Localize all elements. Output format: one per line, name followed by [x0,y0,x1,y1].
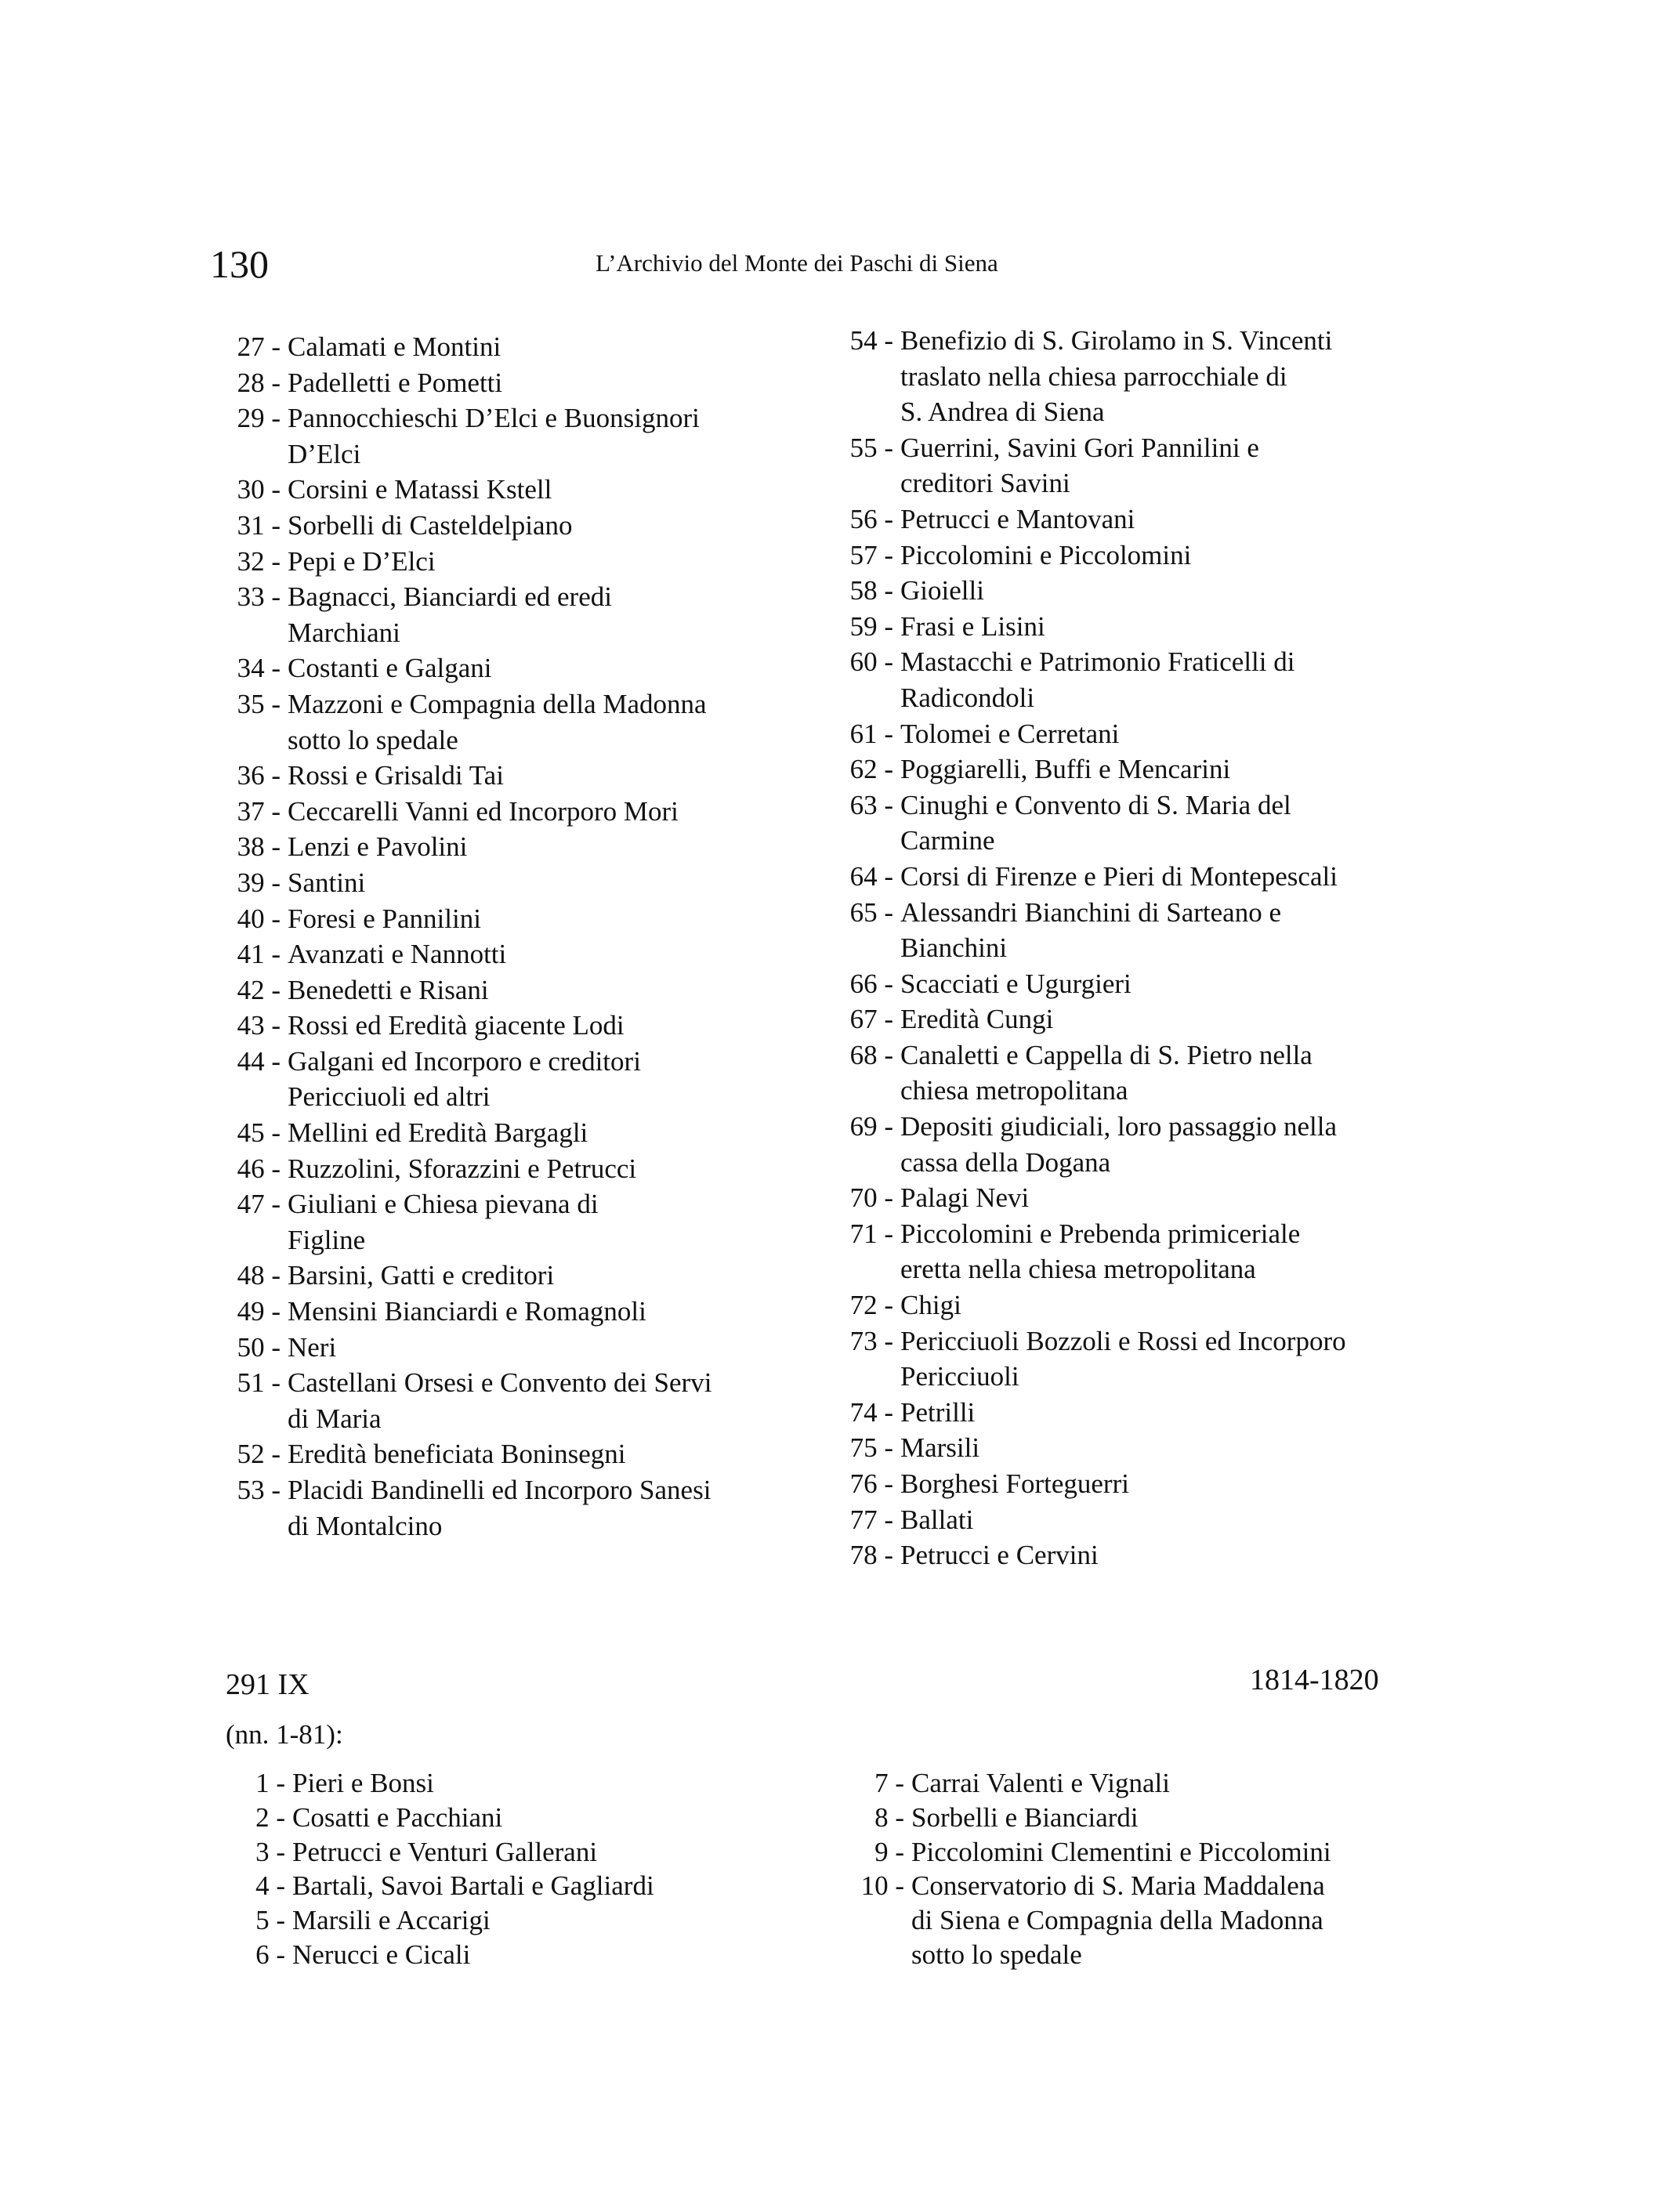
item-number: 48 - [237,1260,281,1291]
item-text [281,1008,625,1044]
item-text-line: Canaletti e Cappella di S. Pietro nella [900,1039,1312,1070]
item-text-line: di Montalcino [288,1510,443,1541]
list-item [815,1502,1346,1538]
item-text [281,1044,641,1115]
item-text-line: D’Elci [288,438,361,469]
section-id: 291 IX [226,1668,310,1701]
item-text-line: Marchiani [288,617,400,648]
item-text-line: Frasi e Lisini [900,610,1045,642]
list-item [815,895,1346,966]
list-item [196,1869,654,1903]
item-number: 29 - [237,403,281,434]
section-range: (nn. 1-81): [226,1719,343,1750]
item-number: 52 - [237,1439,281,1470]
item-text [281,758,504,794]
item-text [281,865,365,901]
item-text-line: Bianchini [900,932,1008,964]
item-text-line: Rossi ed Eredità giacente Lodi [288,1010,625,1041]
list-item [815,1323,1346,1395]
item-text [281,650,492,686]
list-item [196,972,711,1008]
list-item [815,1109,1346,1180]
list-item [196,544,711,580]
list-item [815,644,1346,715]
item-number: 49 - [237,1296,281,1327]
list-item [815,1180,1346,1216]
item-text-line: Ceccarelli Vanni ed Incorporo Mori [288,795,679,827]
list-item [196,794,711,830]
item-text [281,1258,554,1294]
list-item [815,1537,1346,1573]
list-item [196,1436,711,1472]
item-number: 6 - [255,1939,285,1970]
item-number: 70 - [849,1182,893,1214]
list-item [196,1294,711,1330]
item-text-line: Borghesi Forteguerri [900,1468,1129,1499]
section-list-column-right [815,1766,1331,1972]
list-column-left [196,329,711,1544]
list-item [815,323,1346,430]
list-item [196,1258,711,1294]
item-text [893,1323,1346,1395]
item-text-line: Eredità Cungi [900,1004,1054,1035]
running-title: L’Archivio del Monte dei Paschi di Siena [596,249,998,277]
list-item [196,400,711,472]
list-item [196,1151,711,1187]
item-text [893,538,1191,574]
item-text [893,1537,1099,1573]
item-number: 61 - [849,718,893,749]
item-number: 77 - [849,1504,893,1535]
item-number: 63 - [849,789,893,820]
list-item [196,758,711,794]
item-text-line: Carmine [900,825,995,856]
item-text-line: Marsili [900,1432,980,1464]
item-number: 27 - [237,331,281,362]
item-text-line: Benefizio di S. Girolamo in S. Vincenti [900,325,1333,356]
list-item [196,901,711,937]
list-item [815,1869,1331,1971]
item-number: 40 - [237,903,281,934]
item-text [893,573,984,609]
item-text-line: Corsi di Firenze e Pieri di Montepescali [900,860,1338,892]
list-item [196,1115,711,1151]
item-number: 8 - [874,1801,904,1833]
item-number: 34 - [237,653,281,684]
item-number: 68 - [849,1039,893,1070]
item-text-line: Eredità beneficiata Boninsegni [288,1439,626,1470]
item-text-line: Scacciati e Ugurgieri [900,968,1131,999]
list-item [815,1395,1346,1431]
item-text-line: Padelletti e Pometti [288,367,503,398]
item-number: 64 - [849,860,893,892]
item-number: 45 - [237,1117,281,1149]
item-text [893,1466,1129,1502]
item-number: 2 - [255,1801,285,1833]
list-item [196,1330,711,1366]
item-text [281,1436,626,1472]
item-number: 55 - [849,432,893,463]
list-item [196,1472,711,1544]
list-item [815,966,1346,1002]
item-text [893,1216,1300,1287]
item-number: 5 - [255,1905,285,1936]
list-item [196,1186,711,1258]
item-number: 51 - [237,1367,281,1399]
item-text-line: Calamati e Montini [288,331,501,362]
item-text [281,901,481,937]
item-text [285,1835,597,1870]
item-text-line: Radicondoli [900,682,1035,713]
list-item [196,329,711,365]
item-number: 35 - [237,688,281,719]
item-number: 36 - [237,760,281,791]
item-text-line: Cinughi e Convento di S. Maria del [900,789,1291,820]
list-item [196,1766,654,1801]
item-text-line: cassa della Dogana [900,1146,1111,1178]
list-item [815,573,1346,609]
item-text [893,1001,1053,1037]
list-column-right [815,323,1346,1573]
item-text [281,1151,636,1187]
item-number: 54 - [849,325,893,356]
item-number: 3 - [255,1836,285,1867]
list-item [815,1835,1331,1870]
list-item [196,508,711,544]
list-item [196,829,711,865]
item-text [893,859,1338,895]
item-text-line: sotto lo spedale [911,1939,1082,1970]
list-item [815,501,1346,538]
item-text [285,1938,470,1972]
list-item [196,1008,711,1044]
item-text-line: Alessandri Bianchini di Sarteano e [900,896,1281,928]
item-text [893,1502,973,1538]
item-number: 59 - [849,610,893,642]
item-text-line: Mazzoni e Compagnia della Madonna [288,688,707,719]
item-number: 65 - [849,896,893,928]
item-text [281,829,467,865]
item-number: 78 - [849,1540,893,1571]
item-number: 39 - [237,867,281,898]
item-text-line: Santini [288,867,366,898]
item-text [893,1109,1337,1180]
item-text [281,1294,646,1330]
list-item [196,686,711,758]
list-item [815,1287,1346,1323]
item-text-line: Lenzi e Pavolini [288,831,468,863]
item-text-line: Benedetti e Risani [288,974,489,1005]
list-item [815,716,1346,752]
item-text-line: Depositi giudiciali, loro passaggio nella [900,1111,1337,1142]
item-number: 66 - [849,968,893,999]
list-item [196,650,711,686]
item-number: 31 - [237,509,281,541]
item-number: 72 - [849,1290,893,1321]
list-item [196,1044,711,1115]
item-number: 67 - [849,1004,893,1035]
item-text-line: Bartali, Savoi Bartali e Gagliardi [292,1870,654,1902]
item-text-line: Rossi e Grisaldi Tai [288,760,504,791]
item-text [281,579,612,650]
item-text [281,472,552,508]
item-text-line: Pericciuoli Bozzoli e Rossi ed Incorporo [900,1325,1346,1356]
item-number: 7 - [874,1768,904,1798]
item-text [893,1430,979,1466]
item-number: 32 - [237,545,281,577]
item-text-line: Petrilli [900,1396,976,1428]
item-text-line: Petrucci e Mantovani [900,503,1135,534]
list-item [815,430,1346,501]
section-list-column-left [196,1766,654,1972]
item-number: 33 - [237,581,281,613]
item-text [281,972,489,1008]
item-text-line: Pericciuoli ed altri [288,1081,491,1113]
page-number: 130 [210,242,269,286]
item-text-line: Ruzzolini, Sforazzini e Petrucci [288,1153,637,1184]
list-item [815,1037,1346,1109]
item-text-line: Costanti e Galgani [288,653,492,684]
item-text [893,1180,1029,1216]
list-item [196,1835,654,1870]
item-number: 73 - [849,1325,893,1356]
item-number: 30 - [237,474,281,505]
item-text-line: chiesa metropolitana [900,1075,1128,1106]
item-text-line: Mastacchi e Patrimonio Fraticelli di [900,646,1295,678]
item-number: 46 - [237,1153,281,1184]
list-item [815,1801,1331,1835]
list-item [815,787,1346,859]
item-text-line: Pannocchieschi D’Elci e Buonsignori [288,403,700,434]
item-text-line: Cosatti e Pacchiani [292,1801,503,1833]
item-text [281,365,502,401]
item-number: 41 - [237,939,281,970]
item-number: 44 - [237,1045,281,1077]
item-text [281,936,506,972]
item-text-line: Petrucci e Venturi Gallerani [292,1836,598,1867]
item-text-line: Pericciuoli [900,1361,1019,1392]
item-text-line: Pepi e D’Elci [288,545,436,577]
item-text-line: Bagnacci, Bianciardi ed eredi [288,581,612,613]
item-text [893,430,1259,501]
item-text-line: Petrucci e Cervini [900,1540,1099,1571]
item-number: 60 - [849,646,893,678]
item-text-line: Pieri e Bonsi [292,1768,434,1798]
item-text [281,508,573,544]
item-text-line: Giuliani e Chiesa pievana di [288,1189,599,1220]
item-number: 53 - [237,1475,281,1505]
list-item [815,1216,1346,1287]
list-item [196,579,711,650]
list-item [815,538,1346,574]
item-text-line: Mellini ed Eredità Bargagli [288,1117,588,1149]
item-number: 71 - [849,1218,893,1249]
list-item [815,1001,1346,1037]
item-text [281,1186,599,1258]
item-text-line: Piccolomini e Piccolomini [900,539,1192,570]
item-number: 56 - [849,503,893,534]
item-number: 62 - [849,754,893,785]
item-text [904,1869,1325,1971]
item-text-line: Castellani Orsesi e Convento dei Servi [288,1367,712,1399]
item-text [893,609,1045,645]
list-item [196,365,711,401]
item-text [285,1869,654,1903]
item-text-line: traslato nella chiesa parrocchiale di [900,360,1287,392]
item-number: 76 - [849,1468,893,1499]
item-text [285,1903,491,1938]
item-number: 75 - [849,1432,893,1464]
item-text-line: Figline [288,1224,366,1255]
item-text [904,1835,1331,1870]
list-item [196,936,711,972]
item-text-line: Mensini Bianciardi e Romagnoli [288,1296,646,1327]
item-text [904,1801,1139,1835]
item-text-line: Piccolomini Clementini e Piccolomini [911,1836,1331,1867]
item-text [893,787,1291,859]
item-text-line: Sorbelli di Casteldelpiano [288,509,573,541]
item-text-line: S. Andrea di Siena [900,396,1105,428]
item-text [893,1037,1312,1109]
item-text [281,400,700,472]
item-text [281,1115,588,1151]
item-text-line: Corsini e Matassi Kstell [288,474,552,505]
item-text-line: Chigi [900,1290,961,1321]
item-number: 38 - [237,831,281,863]
item-text [893,751,1230,787]
item-text-line: Avanzati e Nannotti [288,939,507,970]
item-text-line: Guerrini, Savini Gori Pannilini e [900,432,1259,463]
item-number: 58 - [849,575,893,606]
item-number: 69 - [849,1111,893,1142]
item-text [281,1365,711,1436]
item-number: 10 - [860,1870,904,1902]
list-item [815,751,1346,787]
item-text [281,544,436,580]
item-number: 42 - [237,974,281,1005]
item-text-line: eretta nella chiesa metropolitana [900,1254,1256,1285]
item-number: 43 - [237,1010,281,1041]
item-text [281,1330,336,1366]
item-text-line: Marsili e Accarigi [292,1905,491,1936]
list-item [815,1766,1331,1801]
item-number: 47 - [237,1189,281,1220]
item-text-line: Conservatorio di S. Maria Maddalena [911,1870,1325,1902]
item-text [893,966,1131,1002]
item-text [281,1472,711,1544]
item-text [281,794,679,830]
list-item [196,865,711,901]
list-item [196,1903,654,1938]
item-text-line: Foresi e Pannilini [288,903,481,934]
list-item [196,1801,654,1835]
item-number: 50 - [237,1331,281,1363]
item-text-line: Galgani ed Incorporo e creditori [288,1045,641,1077]
item-text-line: di Siena e Compagnia della Madonna [911,1905,1323,1936]
item-text-line: sotto lo spedale [288,724,458,755]
item-text [904,1766,1170,1801]
item-text [893,1395,975,1431]
item-text-line: Ballati [900,1504,974,1535]
item-text-line: Tolomei e Cerretani [900,718,1120,749]
item-text-line: creditori Savini [900,468,1070,499]
item-text-line: Barsini, Gatti e creditori [288,1260,555,1291]
list-item [196,1938,654,1972]
item-text-line: Gioielli [900,575,984,606]
section-date: 1814-1820 [1250,1664,1379,1696]
item-number: 9 - [874,1836,904,1867]
item-text [281,686,707,758]
list-item [196,1365,711,1436]
item-text-line: Neri [288,1331,337,1363]
item-text [281,329,501,365]
item-text-line: Carrai Valenti e Vignali [911,1768,1170,1798]
item-text [893,501,1135,538]
item-text-line: Piccolomini e Prebenda primiceriale [900,1218,1301,1249]
item-text [893,323,1332,430]
item-text-line: Nerucci e Cicali [292,1939,471,1970]
item-text [893,716,1119,752]
list-item [815,609,1346,645]
list-item [815,859,1346,895]
item-number: 1 - [255,1768,285,1798]
item-text-line: Placidi Bandinelli ed Incorporo Sanesi [288,1475,711,1505]
item-text-line: di Maria [288,1403,382,1434]
item-text [285,1766,434,1801]
item-text [893,644,1294,715]
item-text [893,1287,961,1323]
list-item [196,472,711,508]
list-item [815,1466,1346,1502]
item-number: 74 - [849,1396,893,1428]
item-text [285,1801,502,1835]
item-number: 57 - [849,539,893,570]
item-text-line: Poggiarelli, Buffi e Mencarini [900,754,1231,785]
item-number: 37 - [237,795,281,827]
item-text-line: Palagi Nevi [900,1182,1030,1214]
item-number: 28 - [237,367,281,398]
item-text-line: Sorbelli e Bianciardi [911,1801,1139,1833]
item-number: 4 - [255,1870,285,1902]
list-item [815,1430,1346,1466]
item-text [893,895,1281,966]
